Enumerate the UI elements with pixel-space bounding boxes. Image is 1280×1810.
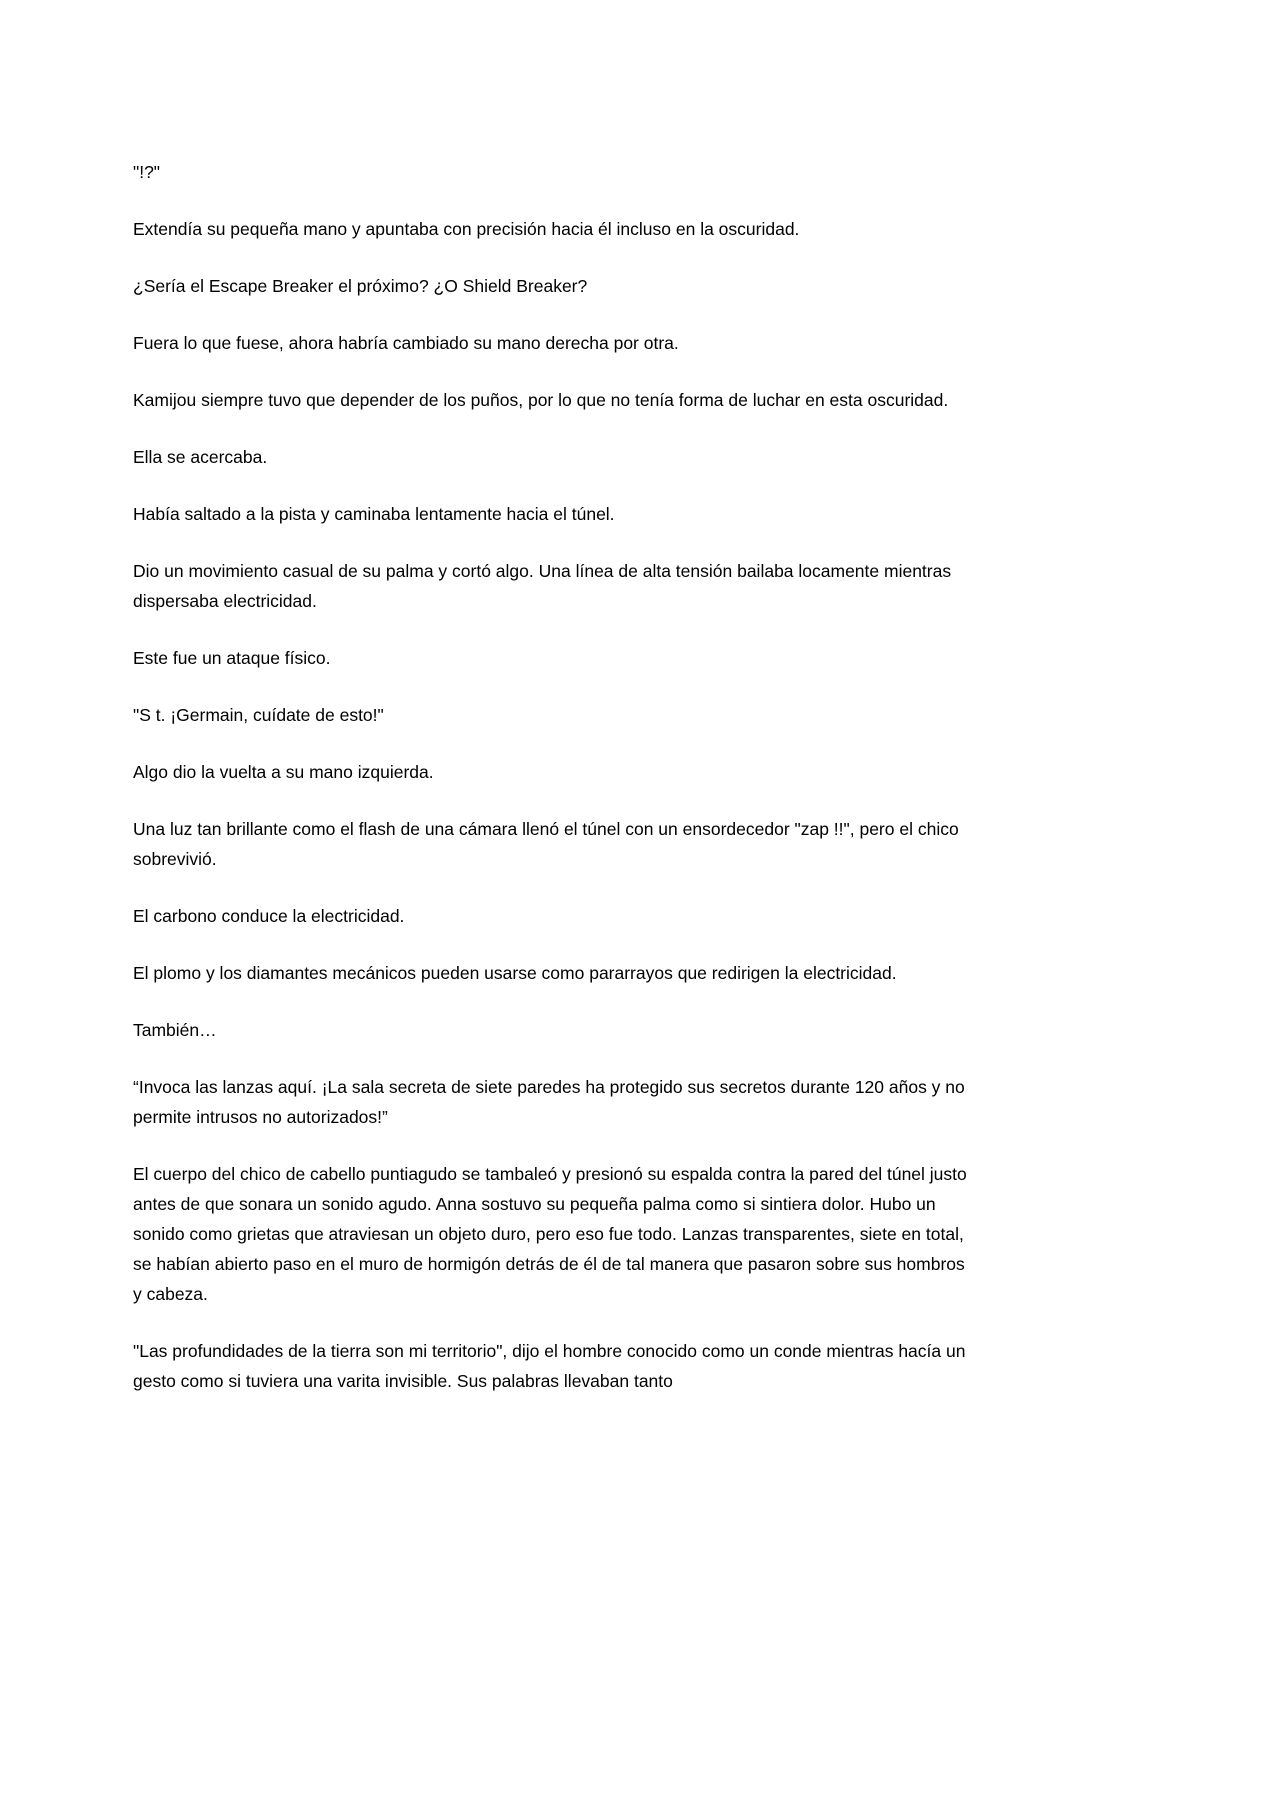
paragraph: Ella se acercaba. <box>133 447 268 467</box>
paragraph: Kamijou siempre tuvo que depender de los puños, por lo que no tenía forma de luchar en esta oscuridad. <box>133 390 949 410</box>
paragraph: Una luz tan brillante como el flash de una cámara llenó el túnel con un ensordecedor "zap !!", pero el chico sobrevivió. <box>133 819 959 869</box>
paragraph: Este fue un ataque físico. <box>133 648 331 668</box>
paragraph: "!?" <box>133 162 161 182</box>
paragraph: Algo dio la vuelta a su mano izquierda. <box>133 762 434 782</box>
paragraph: "Las profundidades de la tierra son mi territorio", dijo el hombre conocido como un conde mientras hacía un gesto como si tuviera una varita invisible. Sus palabras llevaban tanto <box>133 1341 966 1391</box>
document-text-body <box>133 157 978 1423</box>
paragraph: El cuerpo del chico de cabello puntiagudo se tambaleó y presionó su espalda contra la pared del túnel justo antes de que sonara un sonido agudo. Anna sostuvo su pequeña palma como si sintiera dolor. Hubo un sonido como grietas que atraviesan un objeto duro, pero eso fue todo. Lanzas transparentes, siete en total, se habían abierto paso en el muro de hormigón detrás de él de tal manera que pasaron sobre sus hombros y cabeza. <box>133 1164 967 1304</box>
paragraph: Fuera lo que fuese, ahora habría cambiado su mano derecha por otra. <box>133 333 679 353</box>
paragraph: "S t. ¡Germain, cuídate de esto!" <box>133 705 384 725</box>
paragraph: El carbono conduce la electricidad. <box>133 906 405 926</box>
paragraph: Extendía su pequeña mano y apuntaba con precisión hacia él incluso en la oscuridad. <box>133 219 800 239</box>
paragraph: “Invoca las lanzas aquí. ¡La sala secreta de siete paredes ha protegido sus secretos durante 120 años y no permite intrusos no autorizados!” <box>133 1077 965 1127</box>
paragraph: Dio un movimiento casual de su palma y cortó algo. Una línea de alta tensión bailaba locamente mientras dispersaba electricidad. <box>133 561 952 611</box>
paragraph: También… <box>133 1020 217 1040</box>
paragraph: El plomo y los diamantes mecánicos pueden usarse como pararrayos que redirigen la electricidad. <box>133 963 897 983</box>
paragraph: Había saltado a la pista y caminaba lentamente hacia el túnel. <box>133 504 615 524</box>
paragraph: ¿Sería el Escape Breaker el próximo? ¿O Shield Breaker? <box>133 276 588 296</box>
